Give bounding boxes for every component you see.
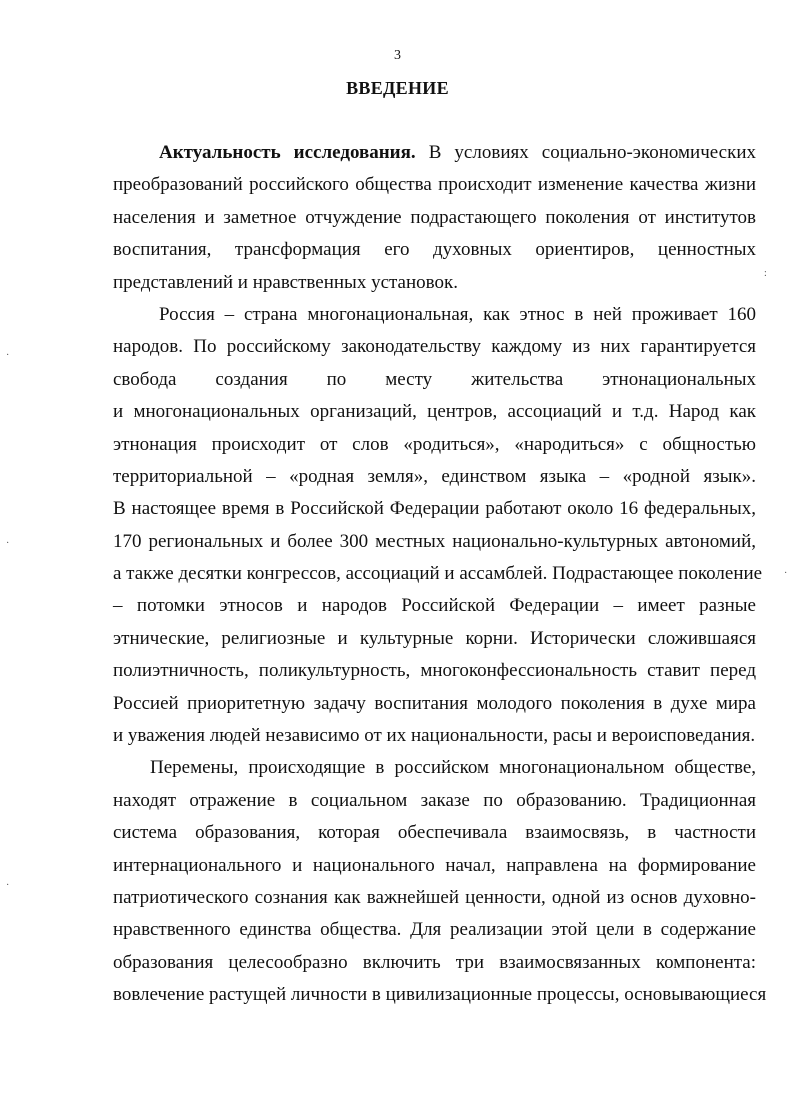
paragraph-3-line-5: патриотического сознания как важнейшей ценности, одной из основ духовно- [113,886,756,908]
paragraph-2-line-2: народов. По российскому законодательству каждому из них гарантируется [113,336,756,358]
paragraph-3-line-4: интернационального и национального начал, направлена на формирование [113,854,756,876]
scan-speck: · [784,568,788,579]
paragraph-2-line-12: полиэтничность, поликультурность, многоконфессиональность ставит перед [113,660,756,682]
paragraph-2-line-8: 170 региональных и более 300 местных национально-культурных автономий, [113,530,756,552]
paragraph-2-line-1: Россия – страна многонациональная, как этнос в ней проживает 160 [159,303,756,325]
paragraph-2-line-13: Россией приоритетную задачу воспитания молодого поколения в духе мира [113,692,756,714]
paragraph-2-line-9: а также десятки конгрессов, ассоциаций и ассамблей. Подрастающее поколение [113,563,763,585]
paragraph-3-line-7: образования целесообразно включить три взаимосвязанных компонента: [113,951,756,973]
paragraph-2-line-7: В настоящее время в Российской Федерации работают около 16 федеральных, [113,498,756,520]
paragraph-2-line-3: свобода создания по месту жительства этнонациональных [113,368,756,390]
paragraph-2-line-14: и уважения людей независимо от их национальности, расы и вероисповедания. [113,725,756,747]
paragraph-2-line-5: этнонация происходит от слов «родиться», «народиться» с общностью [113,433,756,455]
scan-speck: : [764,268,767,279]
document-body [113,137,767,1012]
paragraph-2-line-4: и многонациональных организаций, центров, ассоциаций и т.д. Народ как [113,401,756,423]
paragraph-2-line-11: этнические, религиозные и культурные корни. Исторически сложившаяся [113,627,756,649]
paragraph-3-line-1: Перемены, происходящие в российском многонациональном обществе, [150,757,756,779]
paragraph-3-line-6: нравственного единства общества. Для реализации этой цели в содержание [113,919,756,941]
scan-speck: · [6,880,10,891]
paragraph-1-line-2: преобразований российского общества происходит изменение качества жизни [113,174,756,196]
paragraph-3-line-8: вовлечение растущей личности в цивилизационные процессы, основывающиеся [113,984,767,1006]
page-number: 3 [394,48,401,63]
paragraph-3-line-3: система образования, которая обеспечивала взаимосвязь, в частности [113,822,756,844]
scan-speck: · [6,538,10,549]
paragraph-1-line-5: представлений и нравственных установок. [113,271,458,293]
paragraph-3-line-2: находят отражение в социальном заказе по образованию. Традиционная [113,789,756,811]
paragraph-2-line-6: территориальной – «родная земля», единством языка – «родной язык». [113,465,756,487]
lead-heading: Актуальность исследования. [159,142,416,163]
paragraph-1-line-3: населения и заметное отчуждение подрастающего поколения от институтов [113,206,756,228]
paragraph-1-line-1: Актуальность исследования. В условиях социально-экономических [159,142,756,163]
paragraph-1-line-4: воспитания, трансформация его духовных ориентиров, ценностных [113,239,756,261]
section-title: ВВЕДЕНИЕ [346,78,449,98]
paragraph-2-line-10: – потомки этносов и народов Российской Федерации – имеет разные [113,595,756,617]
scan-speck: · [6,350,10,361]
